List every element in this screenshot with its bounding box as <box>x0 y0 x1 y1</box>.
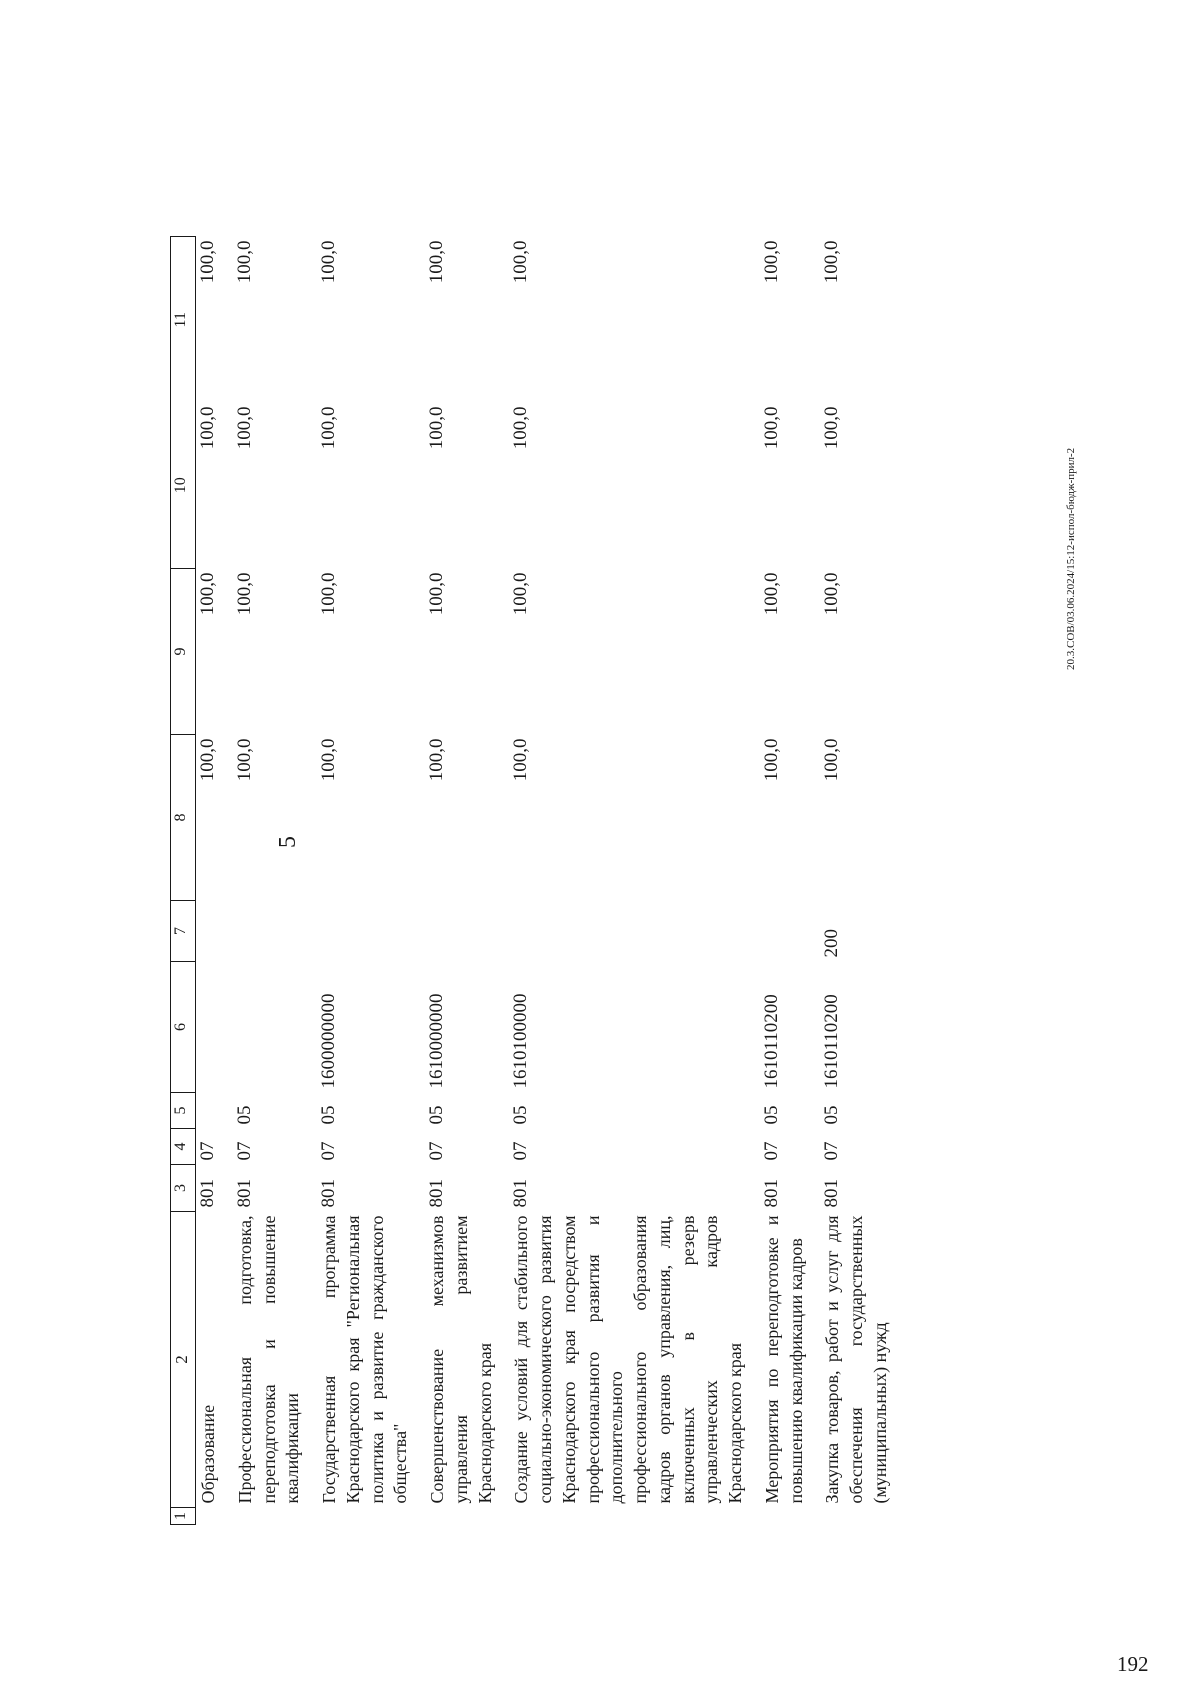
table-row <box>426 237 510 1525</box>
cell-c7 <box>234 901 318 962</box>
cell-c11: 100,0 <box>821 240 843 284</box>
row-name: Мероприятия по переподготовке и повышению квалификации кадров <box>761 1215 806 1504</box>
cell-c5: 05 <box>318 1105 339 1125</box>
table-row <box>510 237 761 1525</box>
col-header-3: 3 <box>171 1165 196 1212</box>
cell-c5 <box>196 1093 234 1129</box>
col-header-1: 1 <box>171 1508 196 1525</box>
cell-c10: 100,0 <box>426 406 447 450</box>
cell-c6 <box>196 962 234 1093</box>
sheet-number: 5 <box>275 836 301 848</box>
row-name: Государственная программа Краснодарского края "Региональная политика и развитие гражданского общества" <box>319 1215 411 1504</box>
cell-c6: 1610110200 <box>760 994 782 1089</box>
col-header-5: 5 <box>171 1093 196 1129</box>
cell-c4: 07 <box>318 1141 339 1161</box>
cell-c6: 1610100000 <box>510 993 532 1089</box>
cell-c11: 100,0 <box>426 240 447 284</box>
row-name: Закупка товаров, работ и услуг для обеспечения государственных (муниципальных) нужд <box>822 1215 890 1504</box>
table-row <box>234 237 318 1525</box>
cell-c8: 100,0 <box>197 738 218 782</box>
cell-c7 <box>761 901 822 962</box>
cell-c4: 07 <box>197 1141 218 1161</box>
row-name: Образование <box>198 1404 218 1504</box>
cell-c11: 100,0 <box>760 240 782 284</box>
cell-c4: 07 <box>760 1141 782 1161</box>
row-name: Профессиональная подготовка, переподготовка и повышение квалификации <box>234 1215 303 1504</box>
cell-c10: 100,0 <box>760 406 782 450</box>
cell-c9: 100,0 <box>510 572 532 616</box>
cell-c9: 100,0 <box>233 572 255 616</box>
cell-c10: 100,0 <box>821 406 843 450</box>
cell-c9: 100,0 <box>821 572 843 616</box>
cell-c3: 801 <box>426 1179 447 1208</box>
cell-c9: 100,0 <box>426 572 447 616</box>
cell-c11: 100,0 <box>197 240 218 284</box>
cell-c3: 801 <box>760 1179 782 1208</box>
col-header-10: 10 <box>171 403 196 569</box>
cell-c7 <box>426 901 510 962</box>
cell-c10: 100,0 <box>233 406 255 450</box>
budget-table <box>170 236 906 1525</box>
cell-c5: 05 <box>821 1105 843 1125</box>
cell-c8: 100,0 <box>318 738 339 782</box>
cell-c7 <box>196 901 234 962</box>
row-name: Создание условий для стабильного социально-экономического развития Краснодарского края посредством профессионального развития и дополнительного профессионального образования кадров органов управления, лиц, включенных в резерв управленческих кадров Краснодарского края <box>511 1215 745 1504</box>
cell-c3: 801 <box>821 1179 843 1208</box>
cell-c8: 100,0 <box>426 738 447 782</box>
table-row <box>761 237 822 1525</box>
col-header-8: 8 <box>171 735 196 901</box>
document-code: 20.3.СОВ/03.06.2024/15:12-испол-бюдж-прил-2 <box>1065 447 1077 670</box>
table-row <box>318 237 426 1525</box>
cell-c11: 100,0 <box>510 240 532 284</box>
cell-c7: 200 <box>821 929 843 958</box>
col-header-11: 11 <box>171 237 196 403</box>
cell-c3: 801 <box>510 1179 532 1208</box>
cell-c4: 07 <box>821 1141 843 1161</box>
cell-c4: 07 <box>510 1141 532 1161</box>
table-row <box>196 237 234 1525</box>
cell-c3: 801 <box>233 1179 255 1208</box>
cell-c4: 07 <box>426 1141 447 1161</box>
cell-c6: 1610110200 <box>821 994 843 1089</box>
cell-c11: 100,0 <box>233 240 255 284</box>
cell-c5: 05 <box>233 1105 255 1125</box>
cell-c3: 801 <box>197 1179 218 1208</box>
header-row <box>171 237 196 1525</box>
cell-c9: 100,0 <box>318 572 339 616</box>
cell-c5: 05 <box>510 1105 532 1125</box>
row-name: Совершенствование механизмов управления развитием Краснодарского края <box>427 1215 495 1504</box>
table-row <box>821 237 905 1525</box>
col-header-7: 7 <box>171 901 196 962</box>
cell-c8: 100,0 <box>821 738 843 782</box>
col-header-4: 4 <box>171 1129 196 1165</box>
cell-c10: 100,0 <box>510 406 532 450</box>
cell-c3: 801 <box>318 1179 339 1208</box>
cell-c8: 100,0 <box>233 738 255 782</box>
cell-c7 <box>510 901 761 962</box>
cell-c9: 100,0 <box>197 572 218 616</box>
cell-c5: 05 <box>760 1105 782 1125</box>
cell-c8: 100,0 <box>760 738 782 782</box>
cell-c5: 05 <box>426 1105 447 1125</box>
cell-c7 <box>318 901 426 962</box>
col-header-9: 9 <box>171 569 196 735</box>
cell-c4: 07 <box>233 1141 255 1161</box>
cell-c6 <box>234 962 318 1093</box>
cell-c8: 100,0 <box>510 738 532 782</box>
cell-c9: 100,0 <box>760 572 782 616</box>
page-number: 192 <box>1117 1652 1149 1676</box>
cell-c11: 100,0 <box>318 240 339 284</box>
cell-c6: 1600000000 <box>318 993 339 1089</box>
cell-c6: 1610000000 <box>426 993 447 1089</box>
rotated-content <box>170 70 1170 1630</box>
cell-c10: 100,0 <box>318 406 339 450</box>
col-header-6: 6 <box>171 962 196 1093</box>
col-header-2: 2 <box>171 1212 196 1508</box>
cell-c10: 100,0 <box>197 406 218 450</box>
